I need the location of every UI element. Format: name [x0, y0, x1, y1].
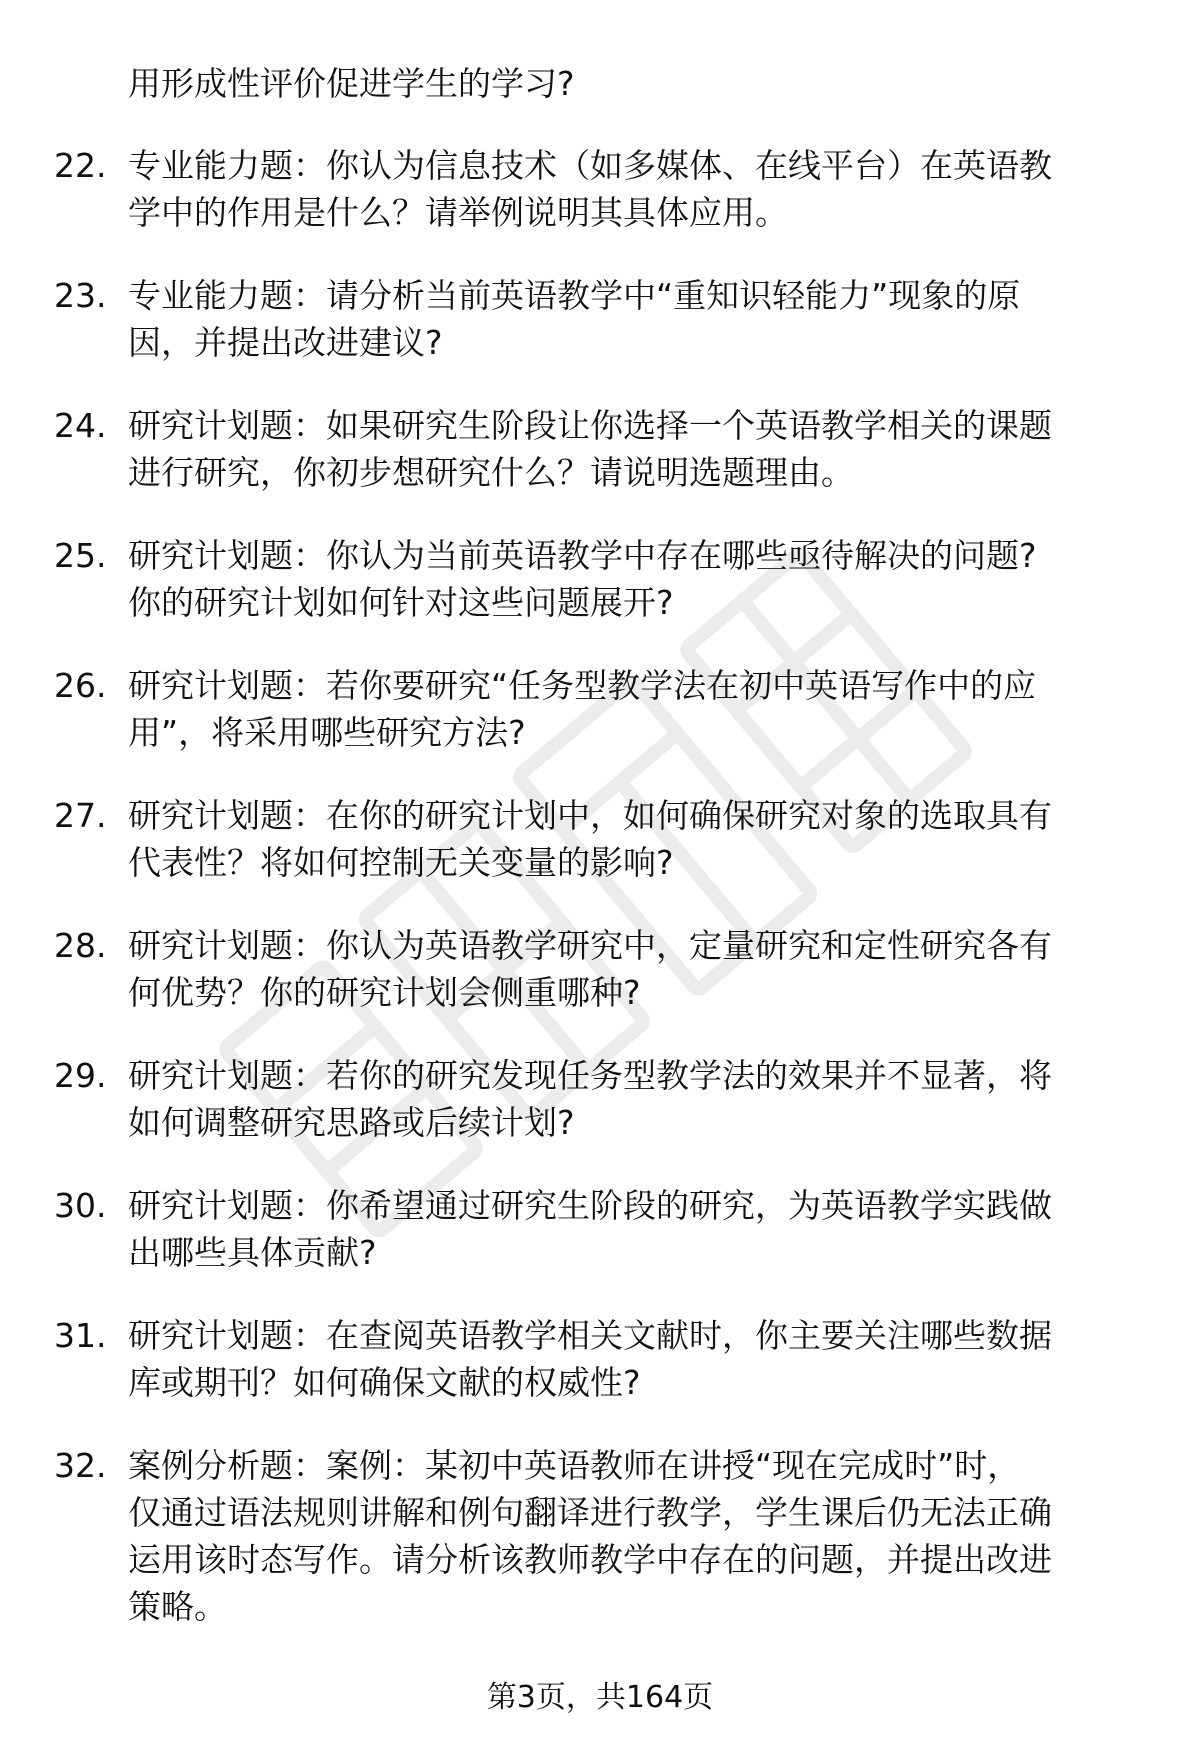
- question-text: [128, 1052, 1138, 1146]
- question-number: 23.: [54, 276, 107, 315]
- question-text: [128, 272, 1138, 366]
- question-item: [0, 1182, 1200, 1312]
- question-text: [128, 1312, 1138, 1406]
- question-text-line: 研究计划题：在查阅英语教学相关文献时，你主要关注哪些数据: [128, 1316, 1052, 1355]
- question-text-line: 研究计划题：若你的研究发现任务型教学法的效果并不显著，将: [128, 1056, 1052, 1095]
- question-text-line: 研究计划题：你认为英语教学研究中，定量研究和定性研究各有: [128, 926, 1052, 965]
- question-text-line: 专业能力题：请分析当前英语教学中“重知识轻能力”现象的原: [128, 276, 1021, 315]
- question-text-line: 进行研究，你初步想研究什么？请说明选题理由。: [128, 453, 854, 492]
- question-list: [0, 142, 1200, 1632]
- question-text-line: 因，并提出改进建议?: [128, 323, 443, 362]
- question-number: 32.: [54, 1446, 107, 1485]
- question-text-line: 研究计划题：你希望通过研究生阶段的研究，为英语教学实践做: [128, 1186, 1052, 1225]
- question-text-line: 何优势？你的研究计划会侧重哪种?: [128, 973, 641, 1012]
- question-number: 31.: [54, 1316, 107, 1355]
- question-item: [0, 1442, 1200, 1632]
- question-text-line: 仅通过语法规则讲解和例句翻译进行教学，学生课后仍无法正确: [128, 1493, 1052, 1532]
- question-text-line: 运用该时态写作。请分析该教师教学中存在的问题，并提出改进: [128, 1540, 1052, 1579]
- question-item: [0, 922, 1200, 1052]
- question-text: [128, 792, 1138, 886]
- question-number: 25.: [54, 536, 107, 575]
- question-number: 30.: [54, 1186, 107, 1225]
- question-text: [128, 1442, 1138, 1630]
- question-number: 28.: [54, 926, 107, 965]
- question-item: [0, 1312, 1200, 1442]
- question-text-line: 专业能力题：你认为信息技术（如多媒体、在线平台）在英语教: [128, 146, 1052, 185]
- question-text: [128, 922, 1138, 1016]
- question-text: [128, 1182, 1138, 1276]
- question-text: [128, 532, 1138, 626]
- question-text-line: 你的研究计划如何针对这些问题展开?: [128, 583, 674, 622]
- question-text: [128, 662, 1138, 756]
- question-text-line: 如何调整研究思路或后续计划?: [128, 1103, 575, 1142]
- question-text: [128, 142, 1138, 236]
- question-text-line: 代表性？将如何控制无关变量的影响?: [128, 843, 674, 882]
- question-item: [0, 142, 1200, 272]
- question-item: [0, 1052, 1200, 1182]
- question-number: 22.: [54, 146, 107, 185]
- question-text-line: 案例分析题：案例：某初中英语教师在讲授“现在完成时”时，: [128, 1446, 1021, 1485]
- question-number: 24.: [54, 406, 107, 445]
- question-number: 26.: [54, 666, 107, 705]
- continuation-line: 用形成性评价促进学生的学习?: [128, 64, 575, 103]
- question-item: [0, 532, 1200, 662]
- question-text-line: 用”，将采用哪些研究方法?: [128, 713, 526, 752]
- page-footer: 第3页，共164页: [486, 1680, 714, 1715]
- question-text-line: 策略。: [128, 1587, 227, 1626]
- question-text-line: 研究计划题：若你要研究“任务型教学法在初中英语写作中的应: [128, 666, 1037, 705]
- question-text-line: 出哪些具体贡献?: [128, 1233, 377, 1272]
- question-text-line: 学中的作用是什么？请举例说明其具体应用。: [128, 193, 788, 232]
- question-text-line: 研究计划题：如果研究生阶段让你选择一个英语教学相关的课题: [128, 406, 1052, 445]
- question-text-line: 研究计划题：你认为当前英语教学中存在哪些亟待解决的问题?: [128, 536, 1037, 575]
- question-item: [0, 792, 1200, 922]
- question-text: [128, 402, 1138, 496]
- question-number: 29.: [54, 1056, 107, 1095]
- question-item: [0, 402, 1200, 532]
- question-item: [0, 272, 1200, 402]
- question-text-line: 库或期刊？如何确保文献的权威性?: [128, 1363, 641, 1402]
- question-text-line: 研究计划题：在你的研究计划中，如何确保研究对象的选取具有: [128, 796, 1052, 835]
- question-number: 27.: [54, 796, 107, 835]
- question-item: [0, 662, 1200, 792]
